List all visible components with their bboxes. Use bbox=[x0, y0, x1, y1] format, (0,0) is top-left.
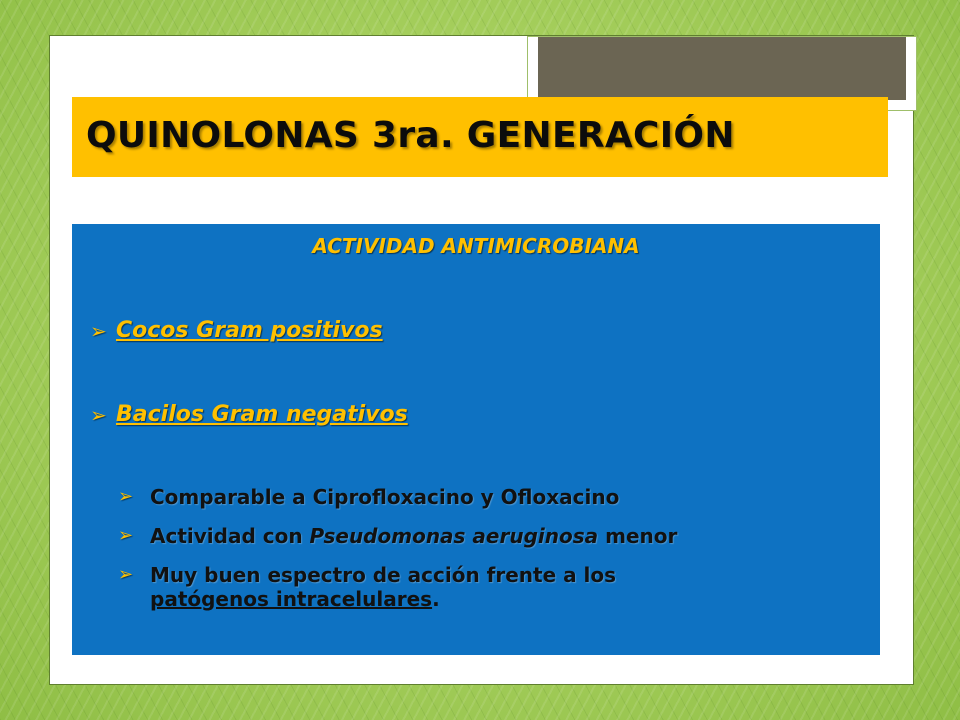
arrow-bullet-icon: ➢ bbox=[90, 319, 107, 343]
organism-name: Pseudomonas aeruginosa bbox=[309, 524, 599, 548]
bullet-label: Bacilos Gram negativos bbox=[116, 402, 408, 427]
sub-bullet-continuation bbox=[150, 587, 440, 611]
arrow-bullet-icon: ➢ bbox=[90, 403, 107, 427]
underlined-phrase: patógenos intracelulares bbox=[150, 587, 433, 611]
sub-bullet-label: Comparable a Ciprofloxacino y Ofloxacino bbox=[150, 485, 620, 509]
arrow-bullet-icon: ➢ bbox=[118, 525, 134, 546]
corner-decoration-panel bbox=[538, 37, 906, 100]
title-bar bbox=[72, 97, 888, 177]
slide-title: QUINOLONAS 3ra. GENERACIÓN bbox=[86, 115, 735, 156]
sub-bullet-label bbox=[150, 524, 677, 548]
sub-bullet-period: . bbox=[432, 587, 440, 611]
arrow-bullet-icon: ➢ bbox=[118, 486, 134, 507]
section-heading: ACTIVIDAD ANTIMICROBIANA bbox=[312, 234, 640, 258]
arrow-bullet-icon: ➢ bbox=[118, 564, 134, 585]
sub-bullet-label: Muy buen espectro de acción frente a los bbox=[150, 563, 617, 587]
content-box bbox=[72, 224, 880, 655]
bullet-label: Cocos Gram positivos bbox=[116, 318, 383, 343]
sub-bullet-prefix: Actividad con bbox=[150, 524, 310, 548]
sub-bullet-suffix: menor bbox=[598, 524, 678, 548]
